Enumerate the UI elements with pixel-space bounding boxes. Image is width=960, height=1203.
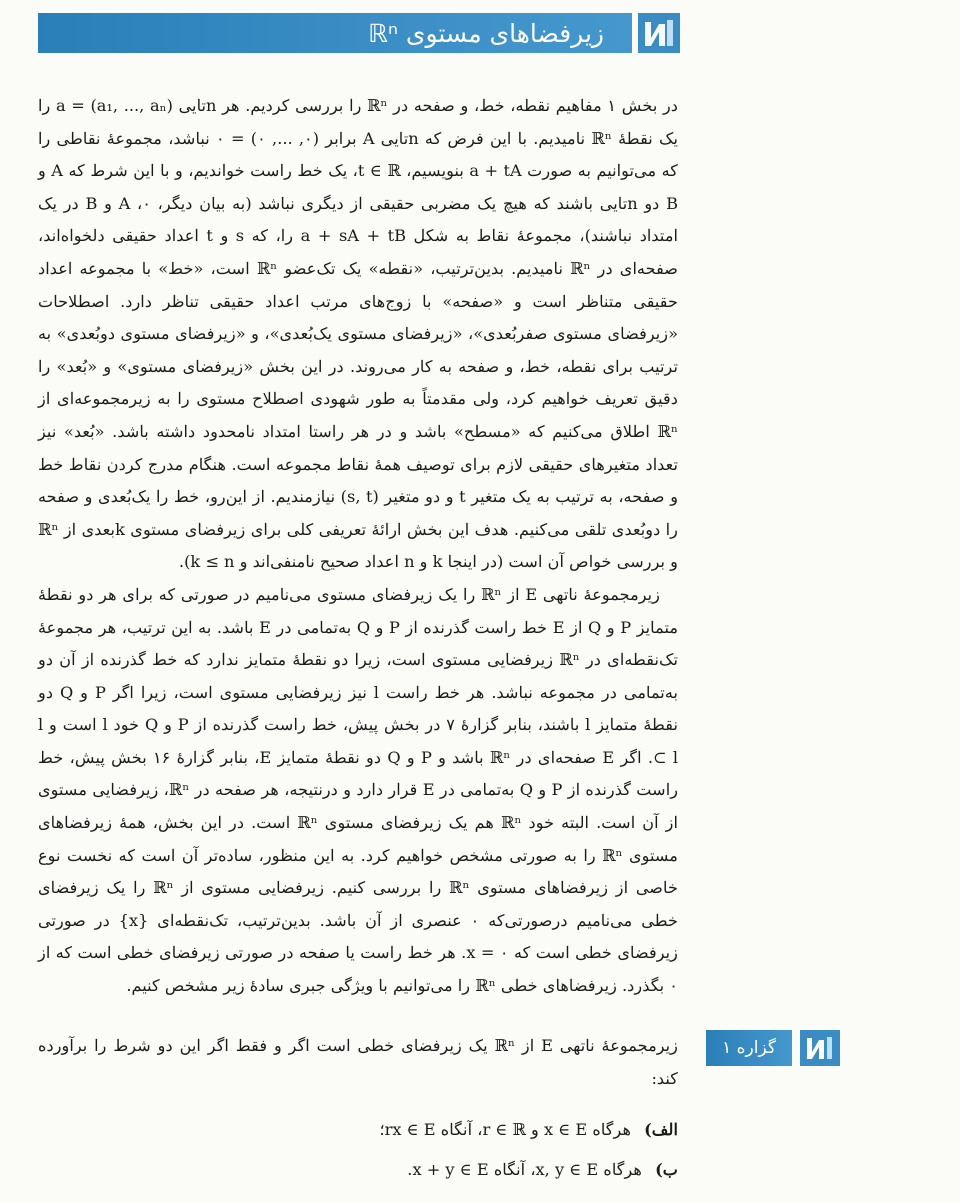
section-title: زیرفضاهای مستوی ℝⁿ	[368, 18, 604, 48]
intro-body	[38, 90, 678, 1003]
proposition-conditions	[38, 1110, 678, 1190]
proposition-label: گزاره ۱	[706, 1030, 792, 1066]
condition-label: ب)	[655, 1160, 678, 1179]
chapter-header-bar	[38, 13, 632, 53]
condition-item-a	[38, 1110, 678, 1150]
condition-text: هرگاه x, y ∈ E، آنگاه x + y ∈ E.	[407, 1160, 642, 1179]
proposition-statement-block	[38, 1030, 678, 1095]
section-number-badge	[638, 13, 680, 53]
proposition-statement: زیرمجموعهٔ ناتهی E از ℝⁿ یک زیرفضای خطی است اگر و فقط اگر این دو شرط را برآورده کند:	[38, 1036, 678, 1088]
condition-label: الف)	[644, 1120, 678, 1139]
section-number-glyph	[641, 16, 677, 50]
condition-item-b	[38, 1150, 678, 1190]
proposition-number-glyph	[803, 1033, 837, 1063]
paragraph-definition: زیرمجموعهٔ ناتهی E از ℝⁿ را یک زیرفضای مستوی می‌نامیم در صورتی که برای هر دو نقطهٔ متمایز P و Q از E خط راست گذرنده از P و Q به‌تمامی در E باشد. به این ترتیب، هر مجموعهٔ تک‌نقطه‌ای در ℝⁿ زیرفضایی مستوی است، زیرا دو نقطهٔ متمایز ندارد که خط گذرنده از آن دو به‌تمامی در مجموعه نباشد. هر خط راست l نیز زیرفضایی مستوی است، زیرا اگر P و Q دو نقطهٔ متمایز l باشند، بنابر گزارهٔ ۷ در بخش پیش، خط راست گذرنده از P و Q خود l است و l ⊂ l. اگر E صفحه‌ای در ℝⁿ باشد و P و Q دو نقطهٔ متمایز E، بنابر گزارهٔ ۱۶ بخش پیش، خط راست گذرنده از P و Q به‌تمامی در E قرار دارد و درنتیجه، هر صفحه در ℝⁿ، زیرفضایی مستوی از آن است. البته خود ℝⁿ هم یک زیرفضای مستوی ℝⁿ است. در این بخش، همهٔ زیرفضاهای مستوی ℝⁿ را به صورتی مشخص خواهیم کرد. به این منظور، ساده‌تر آن است که نخست نوع خاصی از زیرفضاهای مستوی ℝⁿ را بررسی کنیم. زیرفضایی مستوی از ℝⁿ را یک زیرفضای خطی می‌نامیم درصورتی‌که ۰ عنصری از آن باشد. بدین‌ترتیب، تک‌نقطه‌ای {x} در صورتی زیرفضای خطی است که x = ۰. هر خط راست یا صفحه در صورتی زیرفضای خطی است که از ۰ بگذرد. زیرفضاهای خطی ℝⁿ را می‌توانیم با ویژگی جبری سادهٔ زیر مشخص کنیم.	[38, 584, 679, 996]
paragraph-intro: در بخش ۱ مفاهیم نقطه، خط، و صفحه در ℝⁿ را بررسی کردیم. هر nتایی a = (a₁, ..., aₙ) را یک نقطهٔ ℝⁿ نامیدیم. با این فرض که nتایی A برابر (۰, ..., ۰) = ۰ نباشد، مجموعهٔ نقاطی را که می‌توانیم به صورت a + tA بنویسیم، t ∈ ℝ، یک خط راست خواندیم، و با این شرط که A و B دو nتایی باشند که هیچ یک مضربی حقیقی از دیگری نباشد (به بیان دیگر، ۰، A و B در یک امتداد نباشند)، مجموعهٔ نقاط به شکل a + sA + tB را، که s و t اعداد حقیقی دلخواه‌اند، صفحه‌ای در ℝⁿ نامیدیم. بدین‌ترتیب، «نقطه» یک تک‌عضو ℝⁿ است، «خط» با مجموعه اعداد حقیقی متناظر است و «صفحه» با زوج‌های مرتب اعداد حقیقی تناظر دارد. اصطلاحات «زیرفضای مستوی صفربُعدی»، «زیرفضای مستوی یک‌بُعدی»، و «زیرفضای مستوی دوبُعدی» به ترتیب برای نقطه، خط، و صفحه به کار می‌روند. در این بخش «زیرفضای مستوی» و «بُعد» را دقیق تعریف خواهیم کرد، ولی مقدمتاً به طور شهودی اصطلاح مستوی را به زیرمجموعه‌ای از ℝⁿ اطلاق می‌کنیم که «مسطح» باشد و در هر راستا امتداد نامحدود داشته باشد. «بُعد» نیز تعداد متغیرهای حقیقی لازم برای توصیف همهٔ نقاط مجموعه است. هنگام مدرج کردن نقاط خط و صفحه، به ترتیب به یک متغیر t و دو متغیر (s, t) نیازمندیم. از این‌رو، خط را یک‌بُعدی و صفحه را دوبُعدی تلقی می‌کنیم. هدف این بخش ارائهٔ تعریفی کلی برای زیرفضای مستوی kبعدی از ℝⁿ و بررسی خواص آن است (در اینجا k و n اعداد صحیح نامنفی‌اند و k ≤ n).	[38, 96, 679, 572]
condition-text: هرگاه x ∈ E و r ∈ ℝ، آنگاه rx ∈ E؛	[379, 1120, 631, 1139]
proposition-number-badge	[800, 1030, 840, 1066]
